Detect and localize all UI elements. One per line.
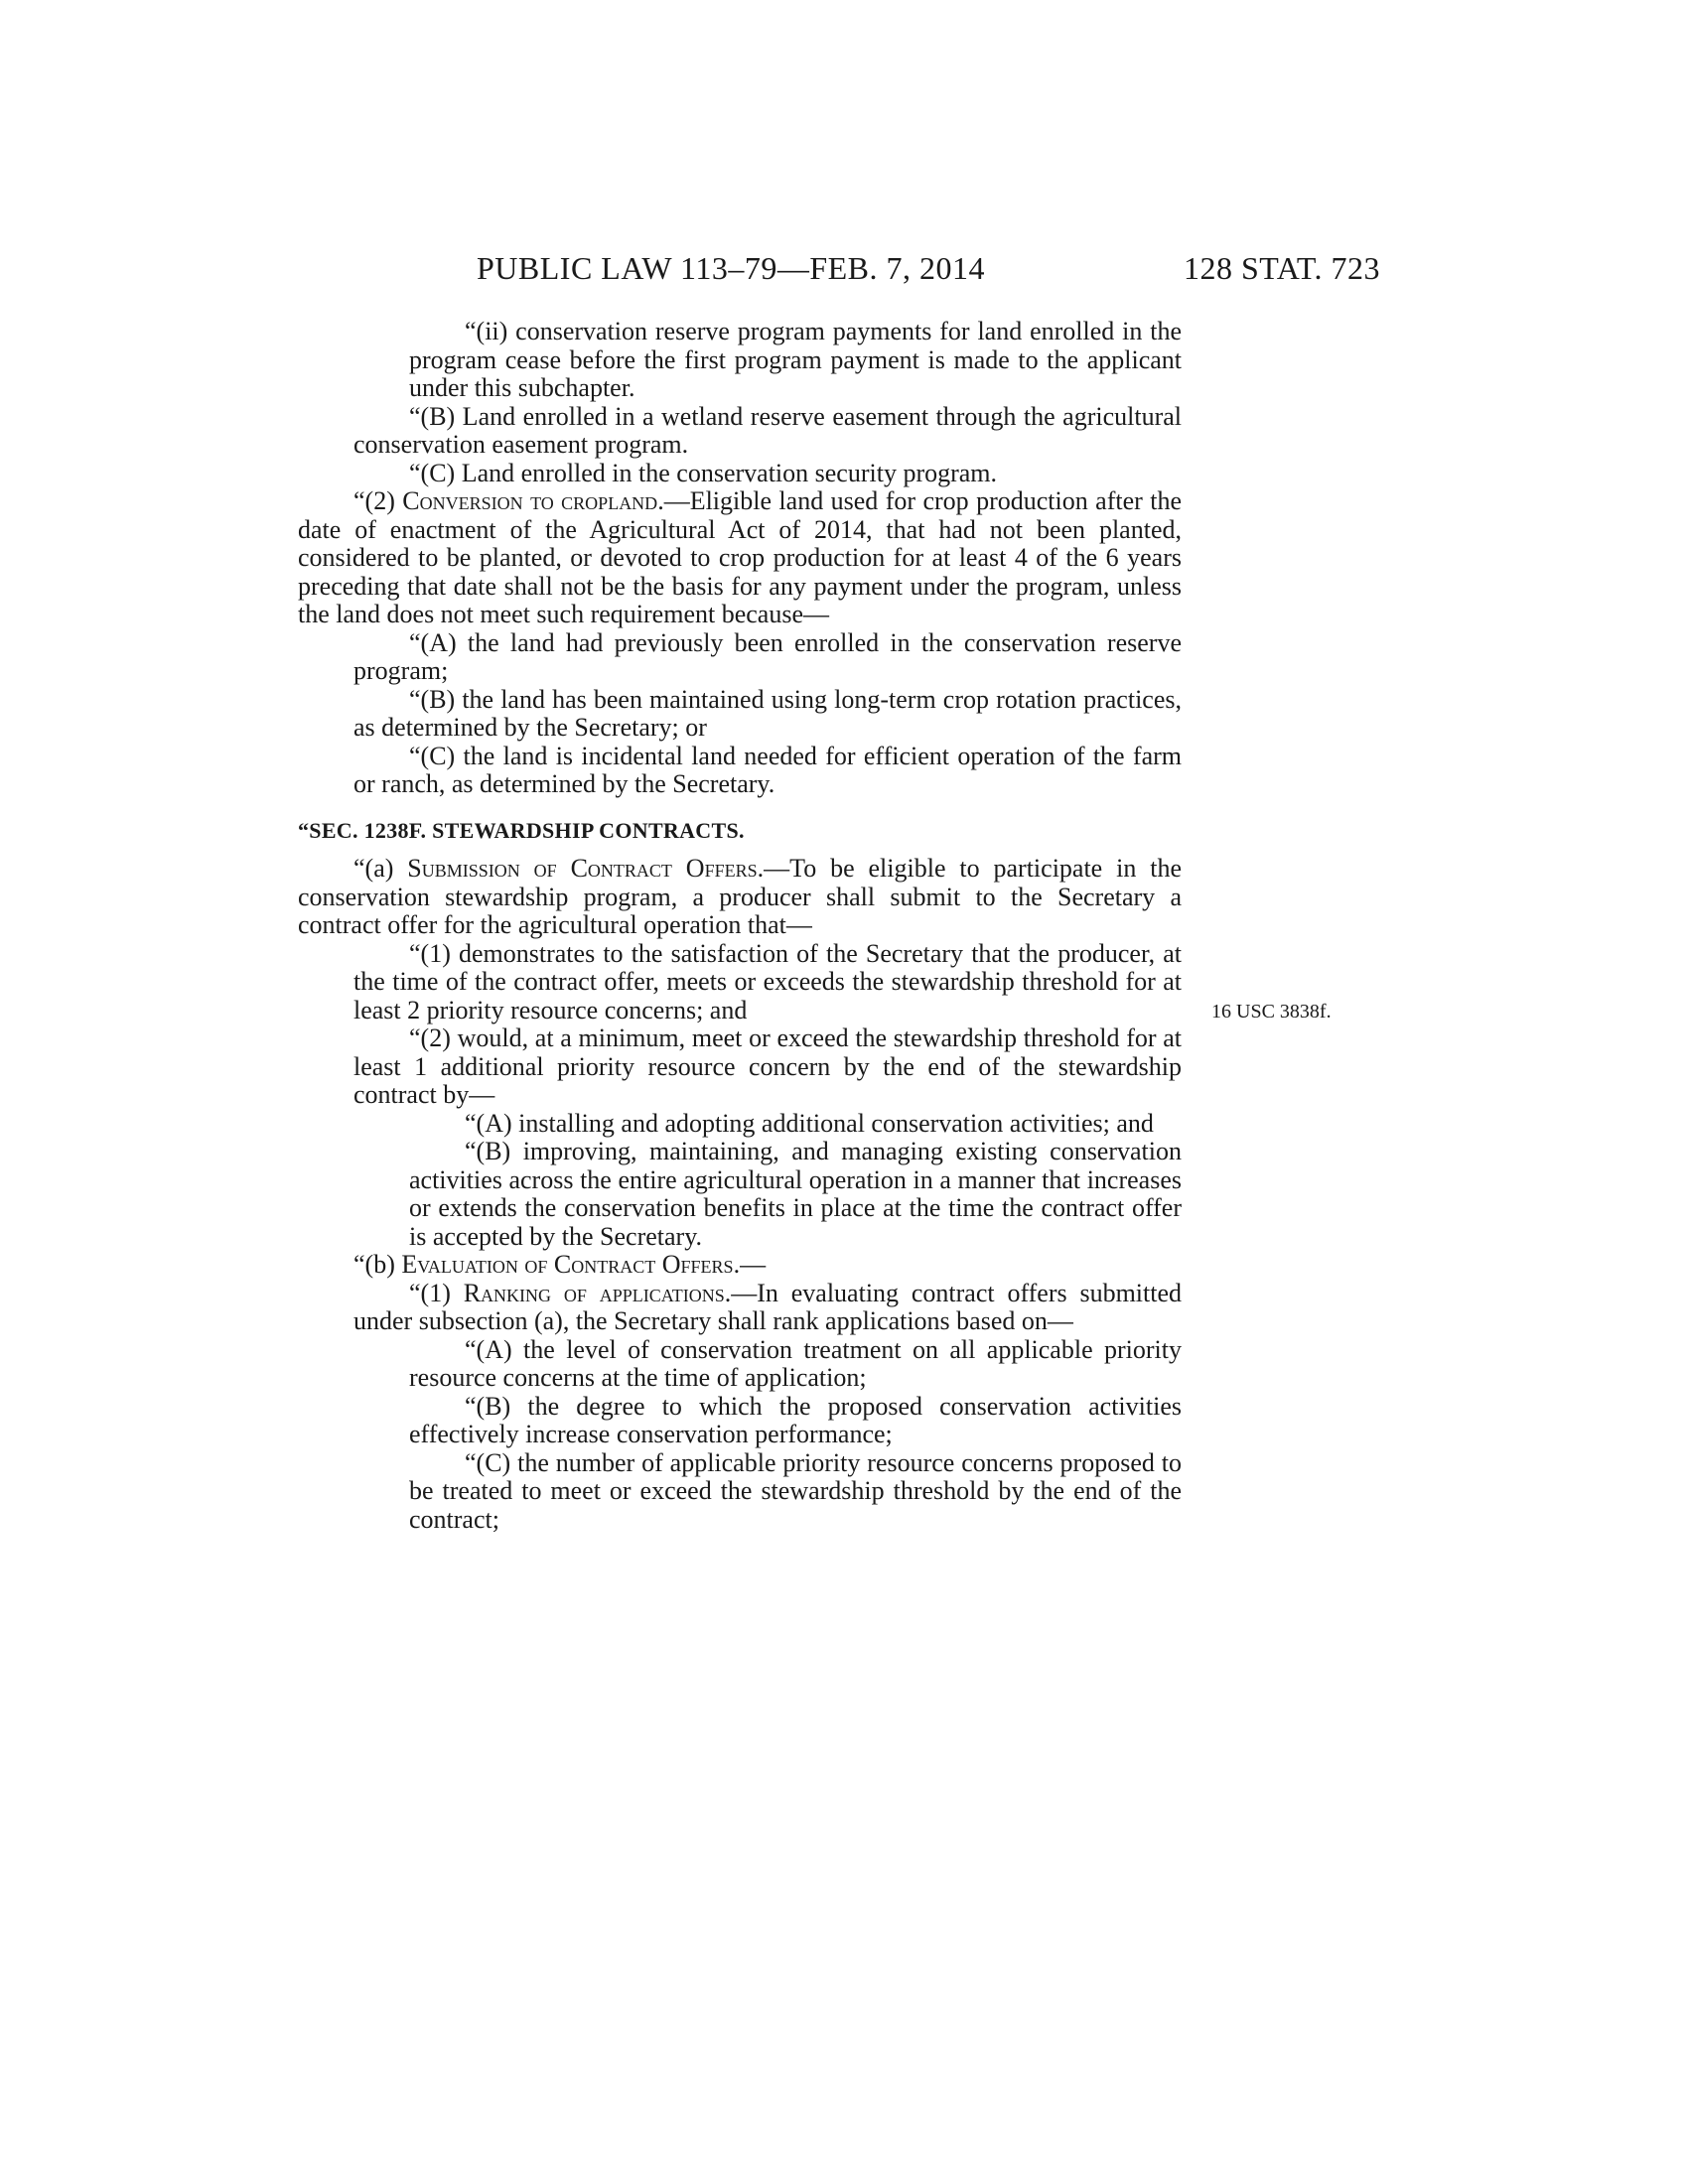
paragraph-caption: Submission of Contract Offers xyxy=(407,854,758,883)
paragraph: “(C) the land is incidental land needed for efficient operation of the farm or ranch, as determined by the Secretary. xyxy=(353,741,1182,798)
paragraph: “(A) the level of conservation treatment on all applicable priority resource concerns at the time of application; xyxy=(409,1334,1182,1392)
paragraph xyxy=(298,487,1182,629)
document-body xyxy=(298,318,1182,1534)
paragraph-designation: “(b) xyxy=(353,1250,402,1279)
paragraph: “(B) the land has been maintained using long-term crop rotation practices, as determined by the Secretary; or xyxy=(353,684,1182,742)
paragraph: “(B) the degree to which the proposed conservation activities effectively increase conservation performance; xyxy=(409,1391,1182,1448)
paragraph: “(B) Land enrolled in a wetland reserve easement through the agricultural conservation easement program. xyxy=(353,401,1182,459)
paragraph xyxy=(298,855,1182,940)
paragraph: “(1) demonstrates to the satisfaction of the Secretary that the producer, at the time of the contract offer, meets or exceeds the stewardship threshold for at least 2 priority resource concerns; and xyxy=(353,938,1182,1024)
paragraph: “(A) the land had previously been enrolled in the conservation reserve program; xyxy=(353,627,1182,685)
paragraph: “(A) installing and adopting additional conservation activities; and xyxy=(465,1108,1154,1138)
paragraph-designation: “(a) xyxy=(353,854,408,883)
paragraph xyxy=(298,1251,1182,1280)
section-provisions xyxy=(298,855,1182,1534)
paragraph-text: .—To be eligible to participate in the conservation stewardship program, a producer shall submit to the Secretary a contract offer for the agricultural operation that— xyxy=(298,854,1182,939)
paragraph-designation: “(1) xyxy=(409,1278,464,1307)
paragraph-caption: Ranking of applications xyxy=(463,1278,725,1307)
page-number: 128 STAT. 723 xyxy=(1183,250,1380,286)
paragraph-designation: “(2) xyxy=(353,486,403,515)
paragraph-caption: Evaluation of Contract Offers xyxy=(401,1250,734,1279)
section-heading: “SEC. 1238F. STEWARDSHIP CONTRACTS. xyxy=(298,817,745,843)
paragraph-text: .—In evaluating contract offers submitted under subsection (a), the Secretary shall rank applications based on— xyxy=(353,1278,1183,1335)
paragraph: “(C) the number of applicable priority resource concerns proposed to be treated to meet or exceed the stewardship threshold by the end of the contract; xyxy=(409,1447,1182,1534)
paragraph: “(ii) conservation reserve program payments for land enrolled in the program cease before the first program payment is made to the applicant under this subchapter. xyxy=(409,317,1182,402)
paragraph xyxy=(298,1280,1182,1336)
paragraph-text: .— xyxy=(733,1250,767,1279)
running-head: PUBLIC LAW 113–79—FEB. 7, 2014 xyxy=(477,250,986,286)
paragraph: “(C) Land enrolled in the conservation security program. xyxy=(409,458,998,487)
margin-citation: 16 USC 3838f. xyxy=(1211,1001,1332,1023)
paragraph-caption: Conversion to cropland xyxy=(402,486,658,515)
paragraph: “(2) would, at a minimum, meet or exceed the stewardship threshold for at least 1 additional priority resource concern by the end of the stewardship contract by— xyxy=(353,1024,1182,1109)
paragraph-text: .—Eligible land used for crop production after the date of enactment of the Agricultural Act of 2014, that had not been planted, considered to be planted, or devoted to crop production for at least 4 of the 6 years preceding that date shall not be the basis for any payment under the program, unless the land does not meet such requirement because— xyxy=(298,486,1182,628)
page-header xyxy=(298,250,1380,290)
paragraph: “(B) improving, maintaining, and managing existing conservation activities across the entire agricultural operation in a manner that increases or extends the conservation benefits in place at the time the contract offer is accepted by the Secretary. xyxy=(409,1137,1182,1251)
continued-provisions xyxy=(298,318,1182,799)
